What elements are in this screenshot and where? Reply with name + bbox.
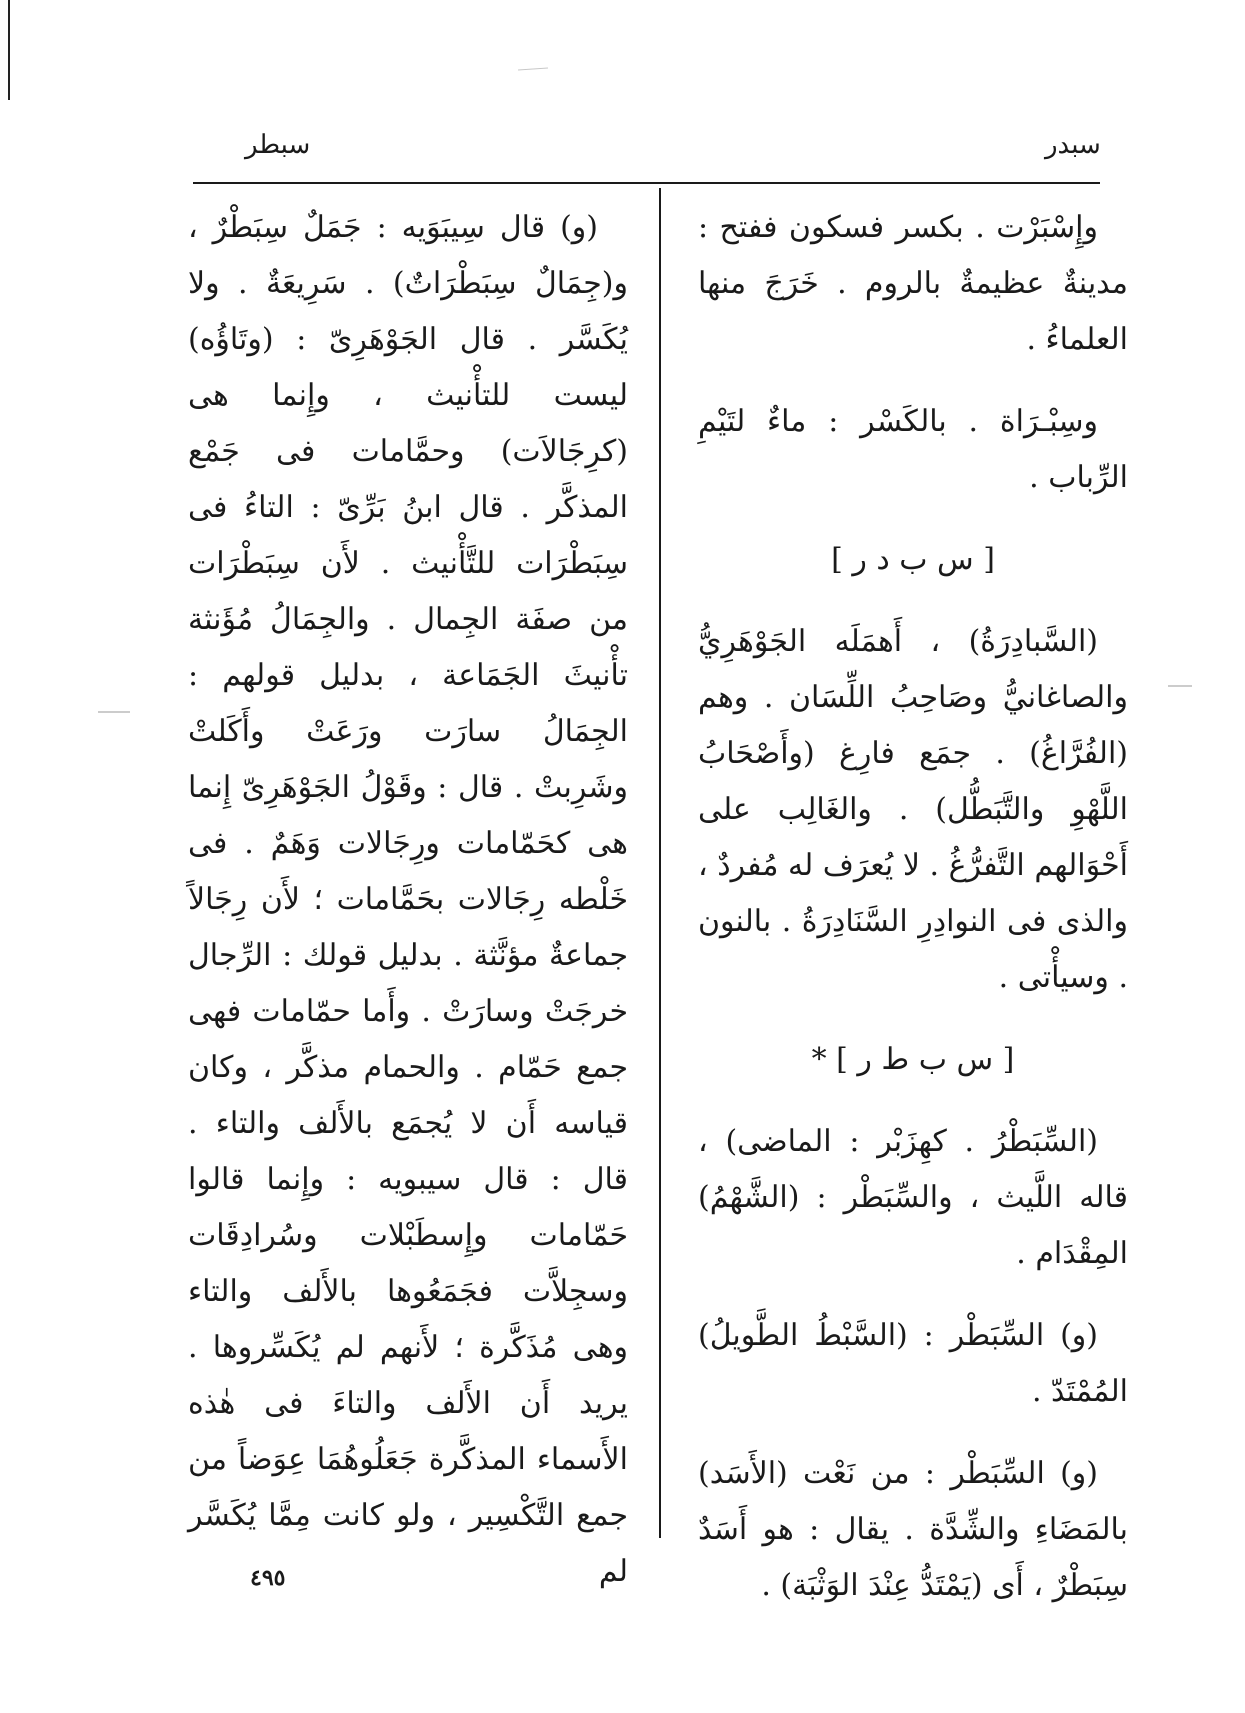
entry-isbirt: وإِسْبَرْت . بكسر فسكون ففتح : مدينةٌ عظيمةٌ بالروم . خَرَجَ منها العلماءُ . [698,210,1128,357]
entry-sibatr-3: (و) السِّبَطْر : من نَعْت (الأَسَد) بالمَضَاءِ والشِّدَّة . يقال : هو أَسَدٌ سِبَطْرٌ ، أَى (يَمْتَدُّ عِنْدَ الوَثْبَة) . [698,1456,1128,1603]
entry-sibrah: وسِبْـرَاة . بالكَسْر : ماءٌ لتَيْمِ الرِّباب . [698,404,1128,495]
entry-sabadirah: (السَّبادِرَةُ) ، أَهمَلَه الجَوْهَرِيُّ والصاغانيُّ وصَاحِبُ اللِّسَان . وهم (الفُرَّاغُ) . جمَع فارِغ (وأَصْحَابُ اللَّهْوِ والتَّبَطُّل) . والغَالِب على أَحْوَالهم التَّفرُّغُ . لا يُعرَف له مُفردٌ ، والذى فى النوادِرِ السَّنَادِرَةُ . بالنون . وسيأْتى . [698,624,1128,995]
header-word-right: سبدر [1045,130,1101,160]
root-heading-sbdr: [ س ب د ر ] [831,542,995,577]
entry-sibatr-2: (و) السِّبَطْر : (السَّبْطُ الطَّويلُ) المُمْتَدّ . [698,1318,1128,1409]
root-heading-sbtr: [ س ب ط ر ] * [811,1042,1015,1077]
page-number: ٤٩٥ [250,1565,286,1591]
entry-sibatr-plural: (و) قال سِيبَوَيه : جَمَلٌ سِبَطْرٌ ، و(جِمَالٌ سِبَطْرَاتٌ) . سَرِيعَةٌ . ولا يُكَسَّر . قال الجَوْهَرِىّ : (وتَاؤُه) ليست للتأْنيث ، وإِنما هى (كرِجَالاَت) وحمَّامات فى جَمْع المذكَّر . قال ابنُ بَرِّىّ : التاءُ فى سِبَطْرَات للتَّأْنيث . لأَن سِبَطْرَات من صفَة الجِمال . والجِمَالُ مُؤَنثة تأْنيثَ الجَمَاعة ، بدليل قولهم : الجِمَالُ سارَت ورَعَتْ وأَكَلتْ وشَرِبتْ . قال : وقَوْلُ الجَوْهَرِىّ إِنما هى كحَمّامات ورِجَالات وَهَمٌ . فى خَلْطه رِجَالات بحَمَّامات ؛ لأَن رِجَالاً جماعةٌ مؤنَّثة . بدليل قولك : الرِّجال خرجَتْ وسارَتْ . وأَما حمّامات فهى جمع حَمّام . والحمام مذكَّر ، وكان قياسه أَن لا يُجمَع بالأَلف والتاء . قال : قال سيبويه : وإِنما قالوا حَمّامات وإِسطَبْلات وسُرادِقَات وسجِلاَّت فجَمَعُوها بالأَلف والتاء وهى مُذَكَّرة ؛ لأَنهم لم يُكَسِّروها . يريد أَن الأَلف والتاءَ فى هٰذه الأَسماء المذكَّرة جَعَلُوهُمَا عِوَضاً من جمع التَّكْسِير ، ولو كانت مِمَّا يُكَسَّر لم [188,210,628,1589]
entry-sibatr-1: (السِّبَطْرُ . كهِزَبْر : الماضى) ، قاله اللَّيث ، والسِّبَطْر : (الشَّهْمُ) المِقْدَام . [698,1124,1128,1271]
scan-speck-top [518,68,548,70]
header-word-left: سبطر [245,130,311,160]
